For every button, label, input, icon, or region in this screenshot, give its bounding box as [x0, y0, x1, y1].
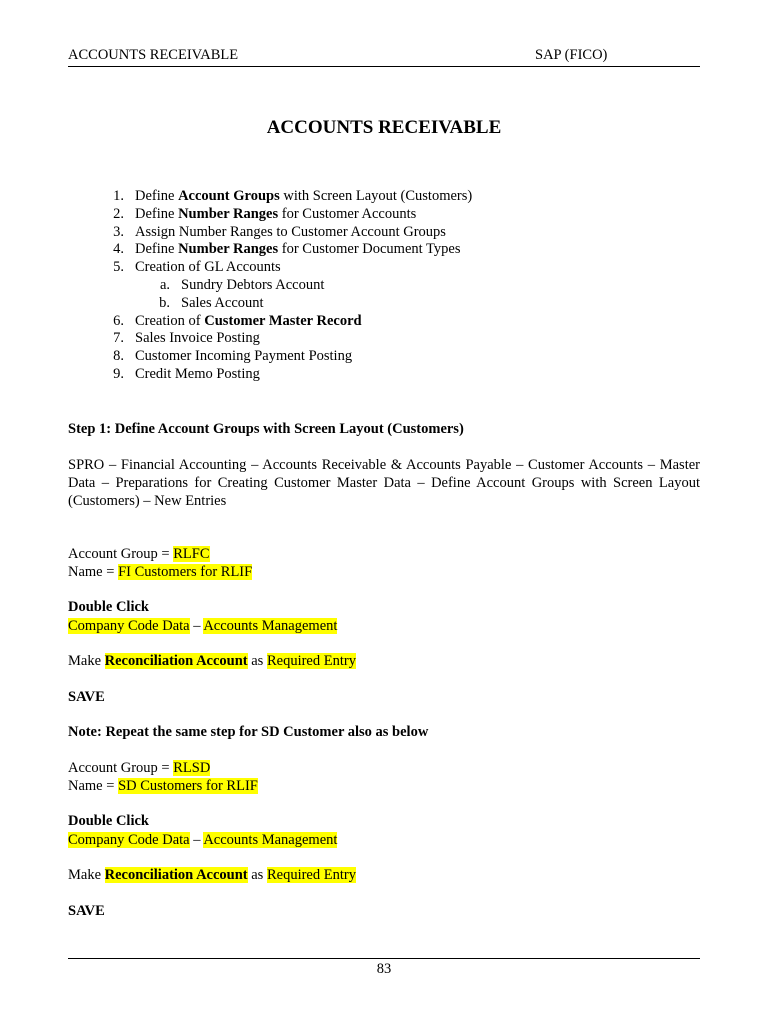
note-text: Note: Repeat the same step for SD Customer also as below — [68, 724, 429, 740]
company-code-data-line: Company Code Data – Accounts Management — [68, 618, 338, 634]
page-title: ACCOUNTS RECEIVABLE — [266, 117, 502, 138]
sub-list-item — [68, 277, 700, 295]
account-group-line: Account Group = RLSD — [68, 760, 211, 776]
list-item-text: Customer Incoming Payment Posting — [135, 348, 353, 365]
required-entry-text: Required Entry — [266, 867, 356, 883]
page-header — [68, 46, 700, 67]
list-item-number: b. — [159, 294, 170, 311]
double-click-label: Double Click — [68, 599, 149, 615]
list-item-text: Sales Account — [181, 294, 264, 311]
list-item-text: Define Number Ranges for Customer Accounts — [135, 205, 417, 222]
contents-list — [68, 188, 700, 384]
list-item-text: Define Number Ranges for Customer Document Types — [135, 241, 461, 258]
list-item — [68, 259, 700, 277]
list-item-number: a. — [159, 276, 170, 293]
company-code-data-text: Company Code Data — [68, 618, 190, 634]
list-item — [68, 206, 700, 224]
list-item-number: 5. — [113, 259, 124, 276]
required-entry-text: Required Entry — [266, 653, 356, 669]
list-item-text: Sales Invoice Posting — [135, 330, 260, 347]
list-item-number: 9. — [113, 365, 124, 382]
list-item-number: 1. — [113, 188, 124, 204]
reconciliation-line: Make Reconciliation Account as Required Entry — [68, 653, 356, 669]
list-item-text: Creation of Customer Master Record — [135, 312, 362, 329]
list-item-text: Sundry Debtors Account — [181, 276, 325, 293]
list-item — [68, 241, 700, 259]
name-value: FI Customers for RLIF — [118, 564, 253, 580]
name-value: SD Customers for RLIF — [118, 778, 258, 794]
list-item-number: 4. — [113, 241, 124, 258]
list-item-text: Credit Memo Posting — [135, 365, 260, 382]
list-item — [68, 330, 700, 348]
accounts-management-text: Accounts Management — [203, 832, 338, 848]
reconciliation-line: Make Reconciliation Account as Required Entry — [68, 867, 356, 883]
sub-list-item — [68, 295, 700, 313]
step-heading: Step 1: Define Account Groups with Screen Layout (Customers) — [68, 421, 464, 437]
reconciliation-account-text: Reconciliation Account — [104, 653, 248, 669]
company-code-data-line: Company Code Data – Accounts Management — [68, 832, 338, 848]
account-group-line: Account Group = RLFC — [68, 546, 210, 562]
page-number: 83 — [376, 961, 392, 977]
list-item-number: 7. — [113, 330, 124, 347]
name-line: Name = FI Customers for RLIF — [68, 564, 253, 580]
page-footer — [68, 958, 700, 977]
name-line: Name = SD Customers for RLIF — [68, 778, 258, 794]
list-item-number: 2. — [113, 205, 124, 222]
company-code-data-text: Company Code Data — [68, 832, 190, 848]
list-item-number: 6. — [113, 312, 124, 329]
save-label: SAVE — [68, 689, 105, 705]
list-item-number: 3. — [113, 223, 124, 240]
double-click-label: Double Click — [68, 813, 149, 829]
save-label: SAVE — [68, 903, 105, 919]
list-item-text: Creation of GL Accounts — [135, 259, 281, 276]
list-item — [68, 313, 700, 331]
list-item — [68, 224, 700, 242]
header-right-text: SAP (FICO) — [535, 47, 608, 63]
account-group-value: RLFC — [173, 546, 210, 562]
list-item-text: Define Account Groups with Screen Layout (Customers) — [135, 188, 473, 204]
header-left-text: ACCOUNTS RECEIVABLE — [68, 47, 239, 63]
spro-path-paragraph: SPRO – Financial Accounting – Accounts Receivable & Accounts Payable – Customer Accounts – Master Data – Preparations for Creating Customer Master Data – Define Account Groups with Screen Layout (Customers) – New Entries — [68, 457, 700, 509]
list-item — [68, 348, 700, 366]
list-item-text: Assign Number Ranges to Customer Account Groups — [135, 223, 446, 240]
list-item-number: 8. — [113, 348, 124, 365]
list-item — [68, 188, 700, 206]
accounts-management-text: Accounts Management — [203, 618, 338, 634]
reconciliation-account-text: Reconciliation Account — [104, 867, 248, 883]
account-group-value: RLSD — [173, 760, 211, 776]
list-item — [68, 366, 700, 384]
